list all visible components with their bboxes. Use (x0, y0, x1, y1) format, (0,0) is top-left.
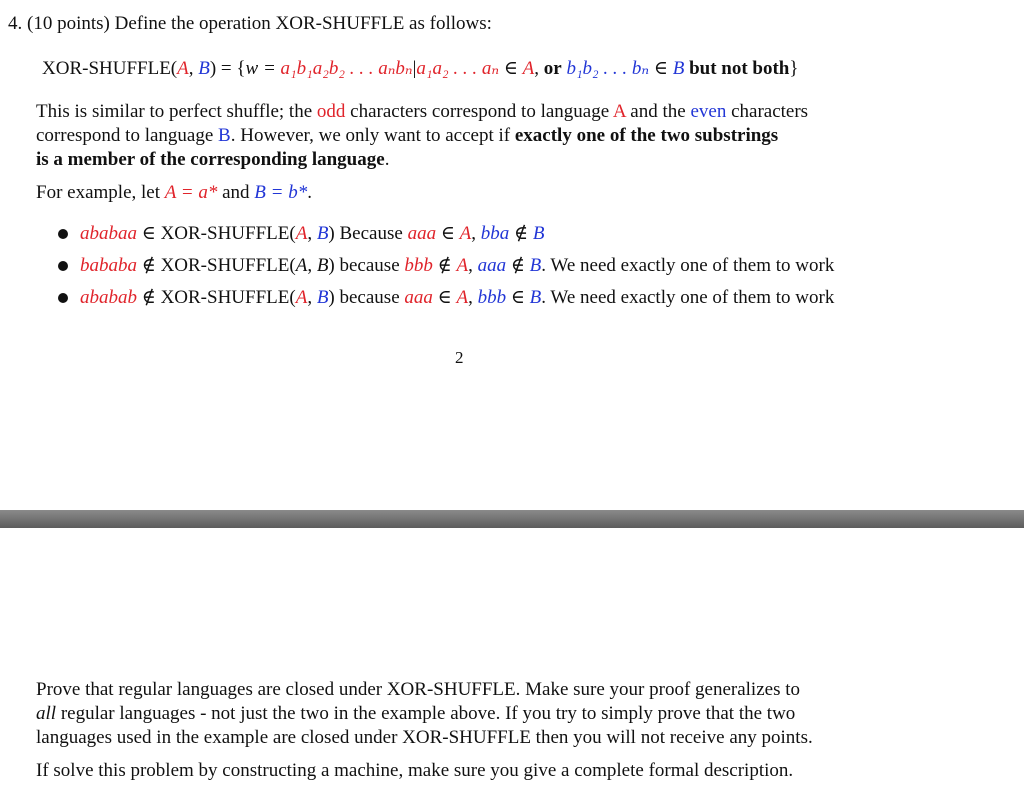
para-line-3 (36, 148, 389, 172)
bullet-a: A (295, 287, 308, 308)
prove-line-1: Prove that regular languages are closed under XOR-SHUFFLE. Make sure your proof generalizes to (36, 679, 800, 700)
def-interleave: a₁b₁a₂b₂ . . . aₙbₙ (280, 58, 413, 79)
def-a-after: A (522, 58, 535, 79)
bullet-s2: aaa (477, 255, 507, 276)
problem-heading: 4. (10 points) Define the operation XOR-SHUFFLE as follows: (8, 13, 492, 34)
xor-shuffle-definition (42, 57, 799, 81)
para-text: characters (726, 101, 809, 122)
list-item (80, 286, 834, 310)
bullet-r1: ∈ (432, 287, 457, 308)
def-in-b: ∈ (649, 58, 673, 79)
para-text: . (384, 149, 390, 170)
def-lhs: XOR-SHUFFLE( (42, 58, 178, 79)
list-item (80, 254, 834, 278)
list-item (80, 222, 544, 246)
bullet-sep: , (471, 223, 481, 244)
def-var-b: B (198, 58, 210, 79)
bullet-dot (58, 293, 68, 303)
para-line-1 (36, 100, 808, 124)
para-line-2 (36, 124, 778, 148)
def-comma2: , (534, 58, 544, 79)
def-b-after: B (672, 58, 685, 79)
bullet-rel: ∉ XOR-SHUFFLE( (137, 255, 296, 276)
bullet-a: A (295, 223, 308, 244)
bullet-rel: ∈ XOR-SHUFFLE( (137, 223, 296, 244)
bullet-r2: ∉ (509, 223, 533, 244)
para-bold: is a member of the corresponding language (36, 149, 385, 170)
bullet-r2: ∉ (506, 255, 530, 276)
bullet-sep: , (468, 287, 478, 308)
bullet-tail: . We need exactly one of them to work (541, 287, 835, 308)
bullet-dot (58, 229, 68, 239)
def-a-string: a₁a₂ . . . aₙ (416, 58, 500, 79)
bullet-dot (58, 261, 68, 271)
def-pipe: | (412, 58, 417, 79)
bullet-r2: ∈ (506, 287, 530, 308)
bullet-comma: , (307, 255, 317, 276)
bullet-comma: , (307, 287, 317, 308)
def-w-eq: w = (245, 58, 281, 79)
bullet-word: ababab (80, 287, 137, 308)
example-line (36, 181, 312, 205)
def-var-a: A (177, 58, 189, 79)
prove-line-3: languages used in the example are closed under XOR-SHUFFLE then you will not receive any points. (36, 727, 813, 748)
bullet-close: ) (328, 287, 340, 308)
bullet-s1: bbb (404, 255, 433, 276)
para-even: even (690, 101, 727, 122)
prove-line-2 (36, 702, 795, 726)
bullet-a: A (295, 255, 308, 276)
bullet-comma: , (307, 223, 317, 244)
para-text: This is similar to perfect shuffle; the (36, 101, 317, 122)
para-text: characters correspond to language (345, 101, 613, 122)
bullet-word: ababaa (80, 223, 137, 244)
prove-line-4: If solve this problem by constructing a machine, make sure you give a complete formal description. (36, 760, 794, 781)
bullet-close: ) (328, 255, 340, 276)
def-comma: , (188, 58, 199, 79)
def-b-string: b₁b₂ . . . bₙ (566, 58, 650, 79)
bullet-close: ) (328, 223, 340, 244)
bullet-rel: ∉ XOR-SHUFFLE( (137, 287, 296, 308)
para-language-b: B (218, 125, 231, 146)
bullet-sep: , (468, 255, 478, 276)
para-odd: odd (316, 101, 346, 122)
bullet-b: B (316, 223, 329, 244)
bullet-r1: ∈ (436, 223, 460, 244)
prove-emphasis: all (36, 703, 57, 724)
page-bottom (0, 528, 1024, 793)
bullet-b: B (316, 287, 329, 308)
bullet-r1: ∉ (432, 255, 457, 276)
page-number: 2 (455, 348, 464, 367)
bullet-l1: A (459, 223, 472, 244)
prove-text: regular languages - not just the two in the example above. If you try to simply prove that the two (56, 703, 796, 724)
def-but-not-both: but not both (689, 58, 790, 79)
para-text: and the (625, 101, 691, 122)
bullet-s2: bba (480, 223, 510, 244)
bullet-l1: A (456, 255, 469, 276)
para-bold: exactly one of the two substrings (514, 125, 779, 146)
para-text: correspond to language (36, 125, 219, 146)
bullet-l2: B (532, 223, 545, 244)
bullet-because: Because (339, 223, 408, 244)
example-text: . (307, 182, 312, 203)
bullet-b: B (316, 255, 329, 276)
bullet-l2: B (529, 287, 542, 308)
bullet-because: because (339, 255, 405, 276)
bullet-s1: aaa (407, 223, 437, 244)
def-close: } (789, 58, 799, 79)
bullet-because: because (339, 287, 405, 308)
example-eq-a: A = a* (164, 182, 218, 203)
def-or: or (543, 58, 562, 79)
para-text: . However, we only want to accept if (230, 125, 515, 146)
example-text: and (217, 182, 255, 203)
para-language-a: A (612, 101, 626, 122)
bullet-s2: bbb (477, 287, 507, 308)
bullet-tail: . We need exactly one of them to work (541, 255, 835, 276)
def-eq: ) = { (209, 58, 246, 79)
bullet-word: bababa (80, 255, 137, 276)
def-in-a: ∈ (499, 58, 523, 79)
example-text: For example, let (36, 182, 165, 203)
page-separator (0, 510, 1024, 528)
example-eq-b: B = b* (254, 182, 308, 203)
bullet-s1: aaa (404, 287, 433, 308)
bullet-l1: A (456, 287, 469, 308)
bullet-l2: B (529, 255, 542, 276)
